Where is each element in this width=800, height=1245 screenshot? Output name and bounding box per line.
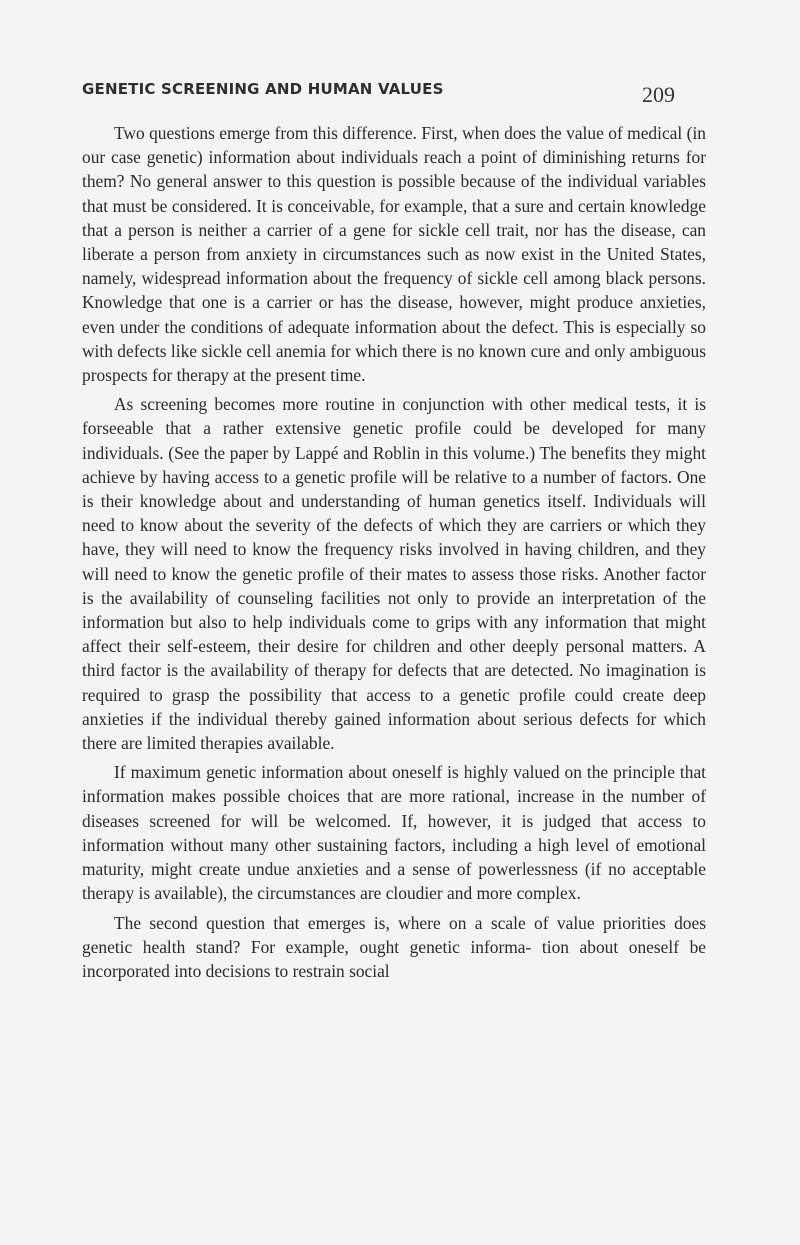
paragraph-1: Two questions emerge from this difference. First, when does the value of medical (in our case genetic) information about individuals reach a point of diminishing returns for them? No general answer to this question is possible because of the individual variables that must be considered. It is conceivable, for example, that a sure and certain knowledge that a person is neither a carrier of a gene for sickle cell trait, nor has the disease, can liberate a person from anxiety in circumstances such as now exist in the United States, namely, widespread information about the frequency of sickle cell among black persons. Knowledge that one is a carrier or has the disease, however, might produce anxieties, even under the conditions of adequate information about the defect. This is especially so with defects like sickle cell anemia for which there is no known cure and only ambiguous prospects for therapy at the present time.: [82, 123, 706, 386]
paragraph-4: The second question that emerges is, where on a scale of value priorities does genetic health stand? For example, ought genetic informa- tion about oneself be incorporated into decisions to restrain social: [82, 912, 706, 981]
paragraph-3: If maximum genetic information about oneself is highly valued on the principle that information makes possible choices that are more rational, increase in the number of diseases screened for will be welcomed. If, however, it is judged that access to information without many other sustaining factors, including a high level of emotional maturity, might create undue anxieties and a sense of powerlessness (if no acceptable therapy is available), the circumstances are cloudier and more complex.: [82, 762, 706, 904]
page-number: 209: [642, 82, 675, 107]
running-head: GENETIC SCREENING AND HUMAN VALUES: [82, 80, 444, 98]
paragraph-2: As screening becomes more routine in conjunction with other medical tests, it is forseeable that a rather extensive genetic profile could be developed for many individuals. (See the paper by Lappé and Roblin in this volume.) The benefits they might achieve by having access to a genetic profile will be relative to a number of factors. One is their knowledge about and understanding of human genetics itself. Individuals will need to know about the severity of the defects of which they are carriers or which they have, they will need to know the frequency risks involved in having children, and they will need to know the genetic profile of their mates to assess those risks. Another factor is the availability of counseling facilities not only to provide an interpretation of the information but also to help individuals come to grips with any information that might affect their self-esteem, their desire for children and other deeply personal matters. A third factor is the availability of therapy for defects that are detected. No imagination is required to grasp the possibility that access to a genetic profile could create deep anxieties if the individual thereby gained information about serious defects for which there are limited therapies available.: [82, 394, 706, 754]
body-text: [82, 121, 706, 983]
